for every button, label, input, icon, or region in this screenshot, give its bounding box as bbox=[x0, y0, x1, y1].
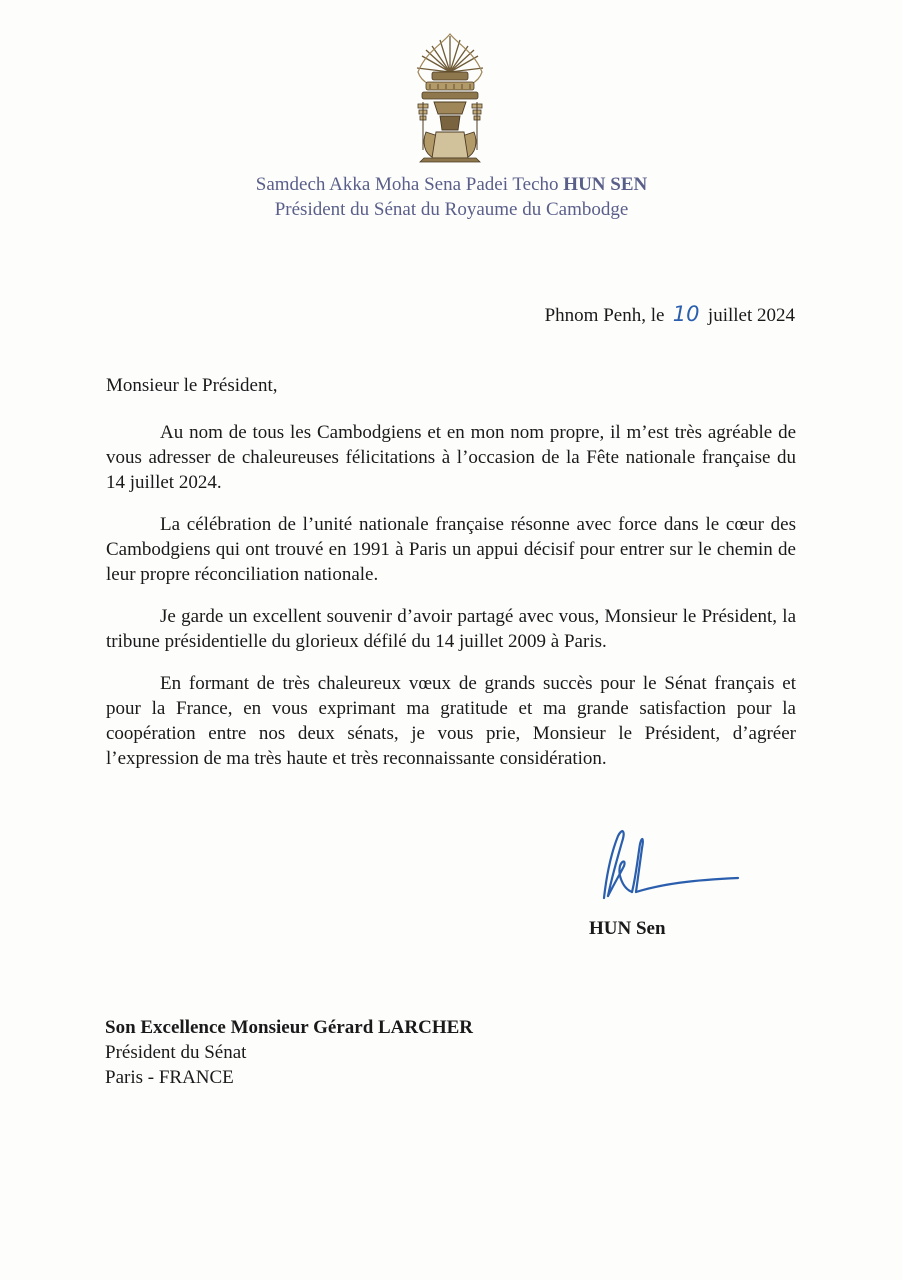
sender-name-line bbox=[0, 172, 903, 197]
recipient-name: Son Excellence Monsieur Gérard LARCHER bbox=[105, 1017, 474, 1038]
recipient-title: Président du Sénat bbox=[105, 1042, 247, 1063]
royal-emblem-icon bbox=[412, 32, 488, 164]
recipient-location: Paris - FRANCE bbox=[105, 1067, 234, 1088]
date-day-handwritten: 10 bbox=[672, 302, 700, 326]
paragraph-2: La célébration de l’unité nationale française résonne avec force dans le cœur des Cambodgiens qui ont trouvé en 1991 à Paris un appui décisif pour entrer sur le chemin de leur propre réconciliation nationale. bbox=[106, 514, 796, 585]
sender-title: Président du Sénat du Royaume du Cambodge bbox=[274, 199, 629, 220]
date-line bbox=[545, 302, 795, 328]
sender-name-prefix: Samdech Akka Moha Sena Padei Techo bbox=[255, 174, 559, 195]
letter-body bbox=[106, 420, 796, 788]
paragraph-1: Au nom de tous les Cambodgiens et en mon nom propre, il m’est très agréable de vous adresser de chaleureuses félicitations à l’occasion de la Fête nationale française du 14 juillet 2024. bbox=[106, 422, 796, 493]
date-prefix: Phnom Penh, le bbox=[544, 305, 665, 326]
sender-name-strong: HUN SEN bbox=[563, 174, 648, 195]
paragraph-4: En formant de très chaleureux vœux de grands succès pour le Sénat français et pour la France, en vous exprimant ma gratitude et ma grande satisfaction pour la coopération entre nos deux sénats, je vous prie, Monsieur le Président, d’agréer l’expression de ma très haute et très reconnaissante considération. bbox=[106, 673, 796, 769]
date-suffix: juillet 2024 bbox=[707, 305, 795, 326]
salutation: Monsieur le Président, bbox=[106, 375, 278, 396]
recipient-block bbox=[105, 1015, 473, 1090]
paragraph-3: Je garde un excellent souvenir d’avoir partagé avec vous, Monsieur le Président, la tribune présidentielle du glorieux défilé du 14 juillet 2009 à Paris. bbox=[106, 606, 796, 652]
signer-name: HUN Sen bbox=[589, 918, 666, 939]
handwritten-signature-icon bbox=[592, 826, 742, 906]
letterhead bbox=[0, 172, 903, 222]
